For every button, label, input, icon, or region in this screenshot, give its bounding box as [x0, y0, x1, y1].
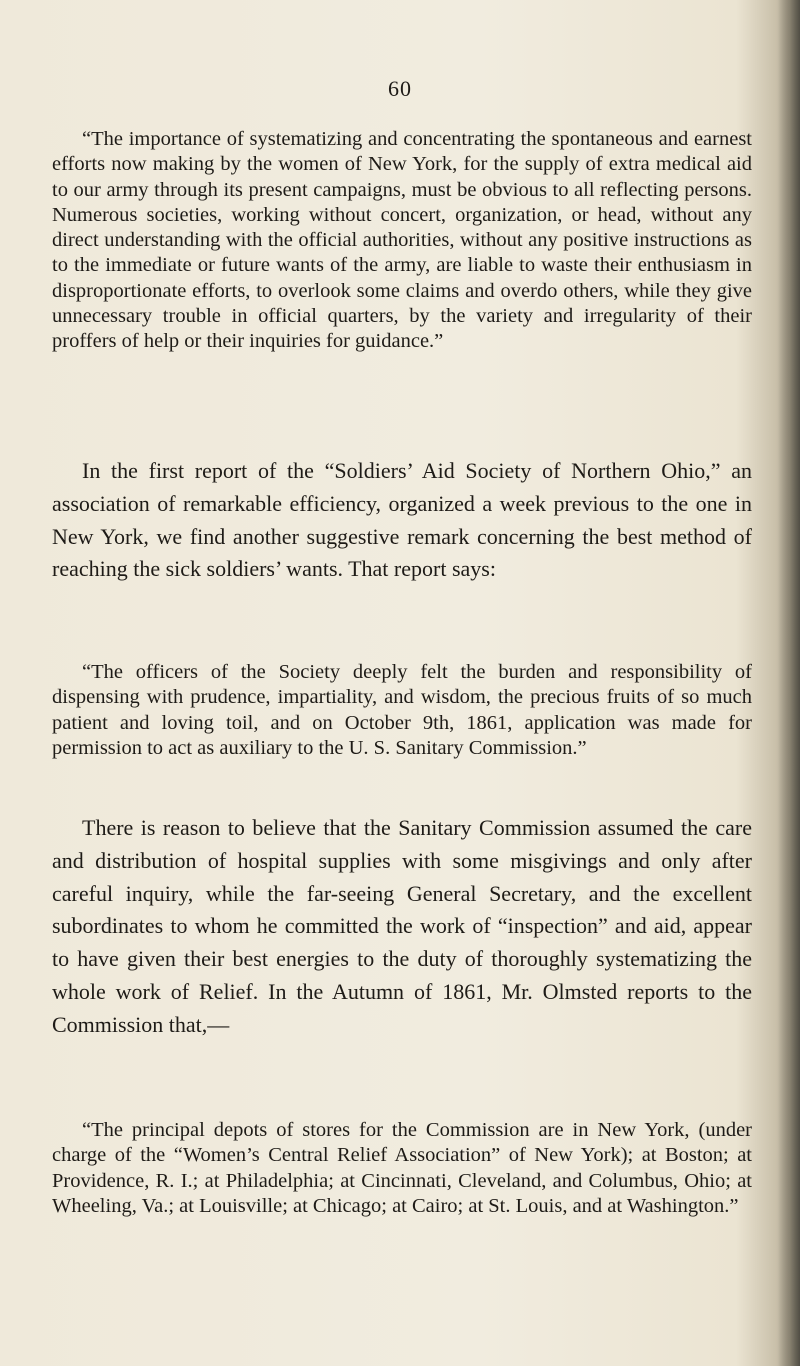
quote-paragraph-3: “The principal depots of stores for the Commission are in New York, (under charge of the “Women’s Central Relief Association” of New York); at Boston; at Providence, R. I.; at Philadelphia; at Cincinnati, Cleveland, and Columbus, Ohio; at Wheeling, Va.; at Louisville; at Chicago; at Cairo; at St. Louis, and at Washington.”: [52, 1119, 752, 1217]
page-number: 60: [388, 76, 412, 101]
quote-paragraph-2: “The officers of the Society deeply felt the burden and responsibility of dispensing with prudence, impartiality, and wisdom, the precious fruits of so much patient and loving toil, and on October 9th, 1861, application was made for permission to act as auxiliary to the U. S. Sanitary Commission.”: [52, 661, 752, 759]
quote-paragraph-1: “The importance of systematizing and concentrating the spontaneous and earnest efforts now making by the women of New York, for the supply of extra medical aid to our army through its present campaigns, must be obvious to all reflecting persons. Numerous societies, working without concert, organization, or head, without any direct understanding with the official authorities, without any positive instructions as to the immediate or future wants of the army, are liable to waste their enthusiasm in disproportionate efforts, to overlook some claims and overdo others, while they give unnecessary trouble in official quarters, by the variety and irregularity of their proffers of help or their inquiries for guidance.”: [52, 128, 752, 353]
body-paragraph-1: In the first report of the “Soldiers’ Aid Society of Northern Ohio,” an association of remarkable efficiency, organized a week previous to the one in New York, we find another suggestive remark concerning the best method of reaching the sick soldiers’ wants. That report says:: [52, 458, 752, 582]
body-paragraph-2: There is reason to believe that the Sanitary Commission assumed the care and distribution of hospital supplies with some misgivings and only after careful inquiry, while the far-seeing General Secretary, and the excellent subordinates to whom he committed the work of “inspection” and aid, appear to have given their best energies to the duty of thoroughly systematizing the whole work of Relief. In the Autumn of 1861, Mr. Olmsted reports to the Commission that,—: [52, 815, 752, 1037]
page-edge-shadow: [778, 0, 800, 1366]
